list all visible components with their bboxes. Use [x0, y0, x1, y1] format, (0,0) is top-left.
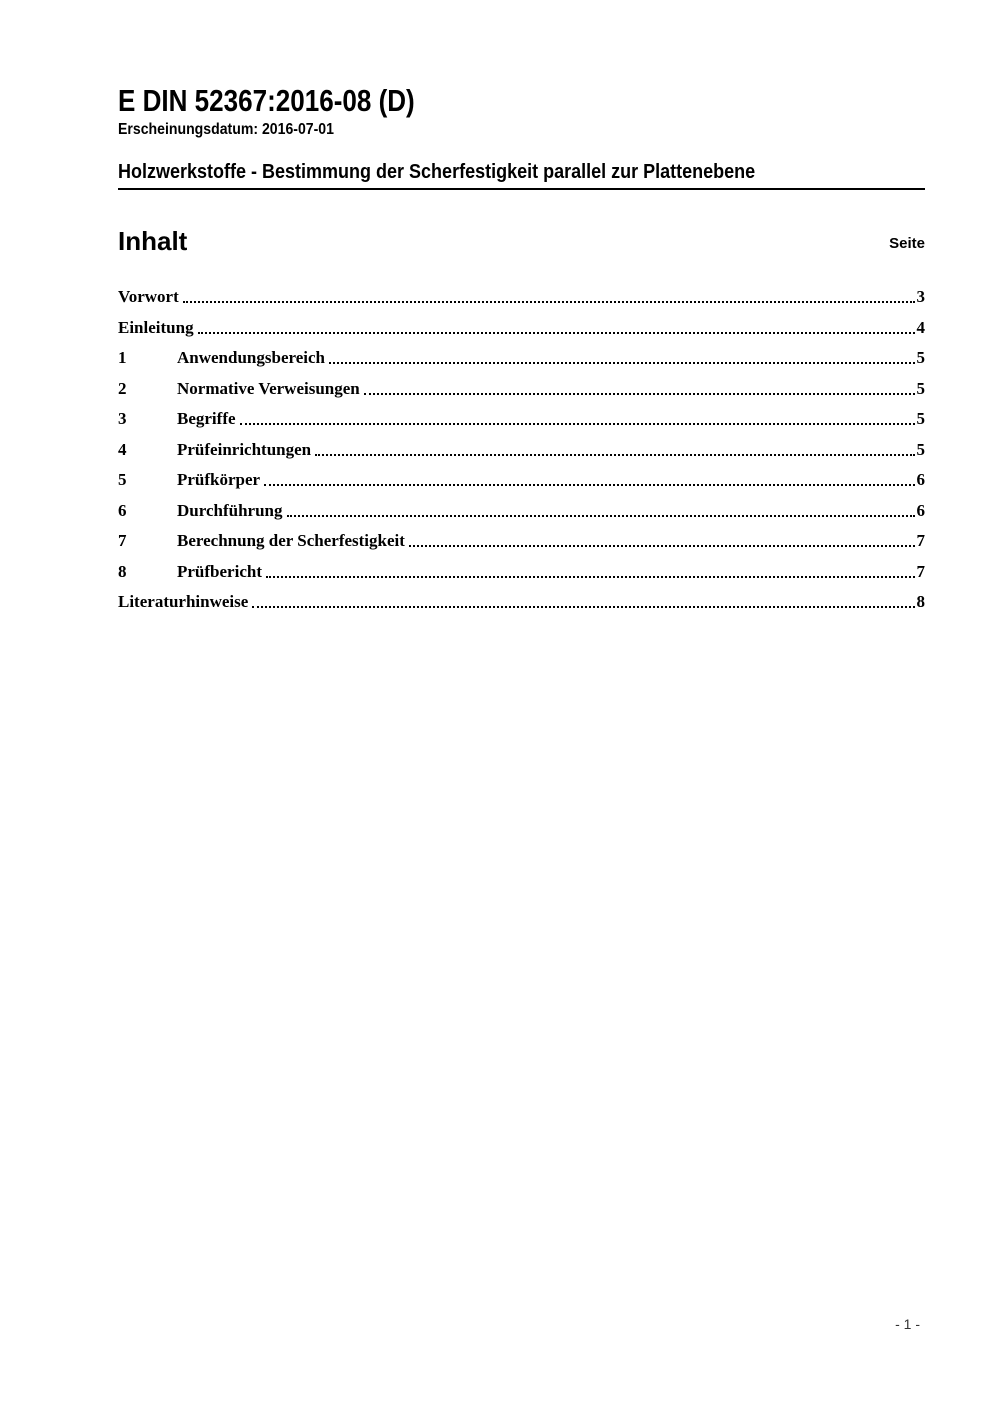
toc-leader-dots	[329, 362, 915, 364]
toc-heading: Inhalt	[118, 226, 188, 256]
toc-header	[118, 226, 925, 256]
toc-leader-dots	[315, 454, 914, 456]
toc-entry-page: 8	[916, 592, 925, 611]
toc-entry-page: 3	[916, 287, 925, 306]
toc-entry-label: Prüfbericht	[177, 561, 262, 581]
toc-entry-label: Literaturhinweise	[118, 592, 249, 611]
toc-entry-anwendungsbereich	[118, 348, 925, 368]
toc-entry-pruefbericht	[118, 562, 925, 582]
toc-entry-label: Prüfeinrichtungen	[177, 439, 312, 459]
toc-entry-label: Berechnung der Scherfestigkeit	[177, 531, 405, 550]
page-column-label: Seite	[889, 235, 925, 252]
toc-entry-einleitung	[118, 318, 925, 338]
toc-leader-dots	[266, 576, 915, 578]
toc-entry-page: 5	[916, 409, 925, 428]
toc-entry-page: 7	[916, 531, 925, 550]
toc-leader-dots	[240, 423, 915, 425]
toc-leader-dots	[264, 484, 914, 486]
toc-entry-vorwort	[118, 287, 925, 307]
toc-entry-number: 5	[118, 470, 127, 489]
toc-leader-dots	[287, 515, 915, 517]
toc-entry-begriffe	[118, 409, 925, 429]
document-heading: Holzwerkstoffe - Bestimmung der Scherfestigkeit parallel zur Plattenebene	[118, 161, 756, 183]
toc-entry-durchfuehrung	[118, 501, 925, 521]
document-page	[118, 0, 925, 623]
heading-rule	[118, 188, 925, 190]
toc-entry-label: Vorwort	[118, 287, 179, 306]
toc-entry-literaturhinweise	[118, 592, 925, 612]
toc-entry-normative-verweisungen	[118, 379, 925, 399]
toc-entry-label: Anwendungsbereich	[177, 348, 325, 367]
toc-entry-label: Einleitung	[118, 317, 194, 337]
toc-entry-berechnung-scherfestigkeit	[118, 531, 925, 551]
toc-entry-page: 6	[916, 470, 925, 489]
toc-entry-pruefeinrichtungen	[118, 440, 925, 460]
toc-leader-dots	[364, 393, 915, 395]
toc-entry-page: 5	[916, 378, 925, 398]
toc-entry-pruefkoerper	[118, 470, 925, 490]
toc-entry-label: Begriffe	[177, 409, 236, 428]
toc-entry-number: 7	[118, 531, 127, 550]
toc-leader-dots	[183, 301, 915, 303]
toc-entry-number: 2	[118, 378, 127, 398]
toc-entry-number: 3	[118, 409, 127, 428]
toc-entry-number: 4	[118, 439, 127, 459]
page-number-footer: - 1 -	[895, 1316, 920, 1332]
toc-entry-page: 5	[916, 348, 925, 367]
toc-entry-page: 4	[916, 317, 925, 337]
toc-entry-label: Durchführung	[177, 500, 283, 520]
toc-entry-label: Normative Verweisungen	[177, 378, 360, 398]
toc-entry-number: 6	[118, 500, 127, 520]
toc-entry-number: 8	[118, 561, 127, 581]
toc-entry-number: 1	[118, 348, 127, 367]
toc-entry-page: 7	[916, 561, 925, 581]
toc-entry-label: Prüfkörper	[177, 470, 261, 489]
toc-leader-dots	[409, 545, 915, 547]
publication-date: Erscheinungsdatum: 2016-07-01	[118, 121, 334, 138]
standard-title: E DIN 52367:2016-08 (D)	[118, 83, 415, 118]
toc-entry-page: 6	[916, 500, 925, 520]
toc-leader-dots	[252, 606, 914, 608]
toc-leader-dots	[198, 332, 915, 334]
toc-entry-page: 5	[916, 439, 925, 459]
toc-list	[118, 287, 925, 612]
